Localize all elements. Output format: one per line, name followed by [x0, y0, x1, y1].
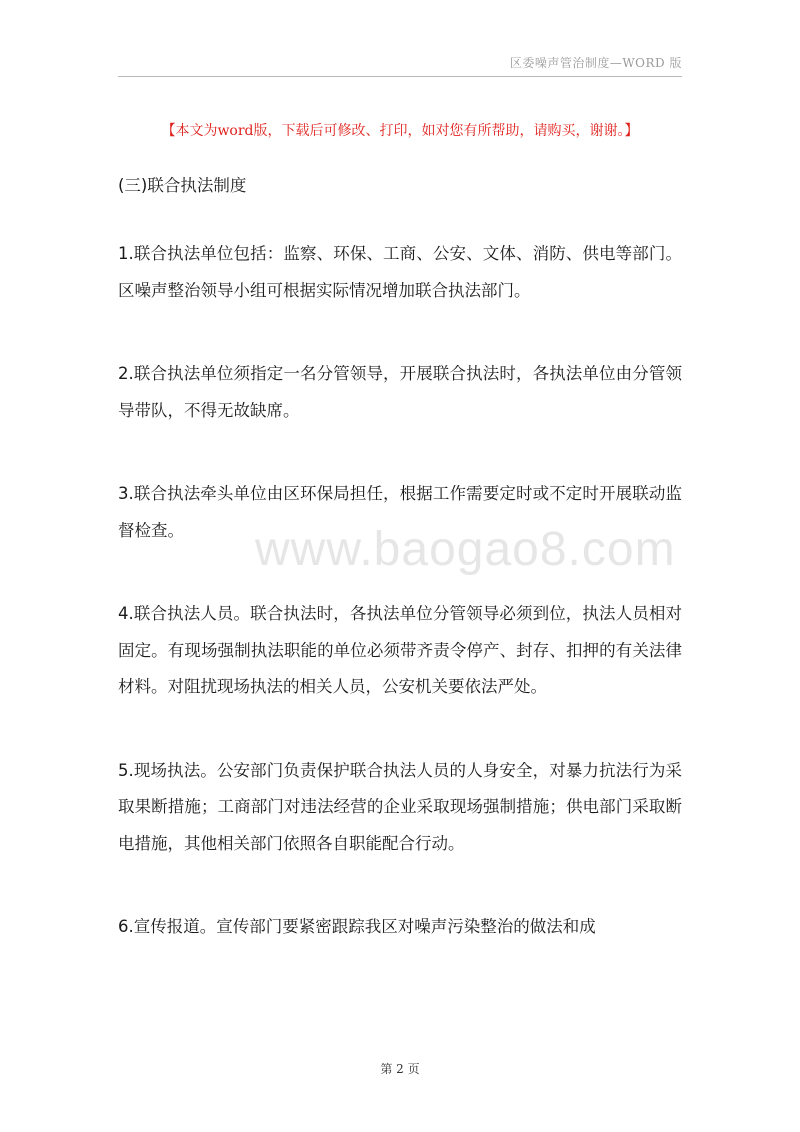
page-number: 第 2 页: [380, 1062, 420, 1076]
paragraph-2: 2.联合执法单位须指定一名分管领导，开展联合执法时，各执法单位由分管领导带队，不得无故缺席。: [118, 364, 682, 420]
purchase-notice: 【本文为word版，下载后可修改、打印，如对您有所帮助，请购买，谢谢。】: [161, 123, 639, 139]
header-divider: [118, 76, 682, 77]
watermark: www.baogao8.com: [255, 523, 676, 576]
paragraph-1: 1.联合执法单位包括：监察、环保、工商、公安、文体、消防、供电等部门。区噪声整治领导小组可根据实际情况增加联合执法部门。: [118, 244, 682, 300]
paragraph-3: 3.联合执法牵头单位由区环保局担任，根据工作需要定时或不定时开展联动监督检查。: [118, 484, 682, 540]
paragraph-5: 5.现场执法。公安部门负责保护联合执法人员的人身安全，对暴力抗法行为采取果断措施；工商部门对违法经营的企业采取现场强制措施；供电部门采取断电措施，其他相关部门依照各自职能配合行动。: [118, 760, 682, 853]
section-title: (三)联合执法制度: [118, 176, 247, 195]
page-header: 区委噪声管治制度—WORD 版: [509, 56, 682, 70]
document-body: [118, 168, 682, 993]
paragraph-4: 4.联合执法人员。联合执法时，各执法单位分管领导必须到位，执法人员相对固定。有现场强制执法职能的单位必须带齐责令停产、封存、扣押的有关法律材料。对阻扰现场执法的相关人员，公安机关要依法严处。: [118, 604, 682, 696]
paragraph-6: 6.宣传报道。宣传部门要紧密跟踪我区对噪声污染整治的做法和成: [118, 917, 596, 936]
